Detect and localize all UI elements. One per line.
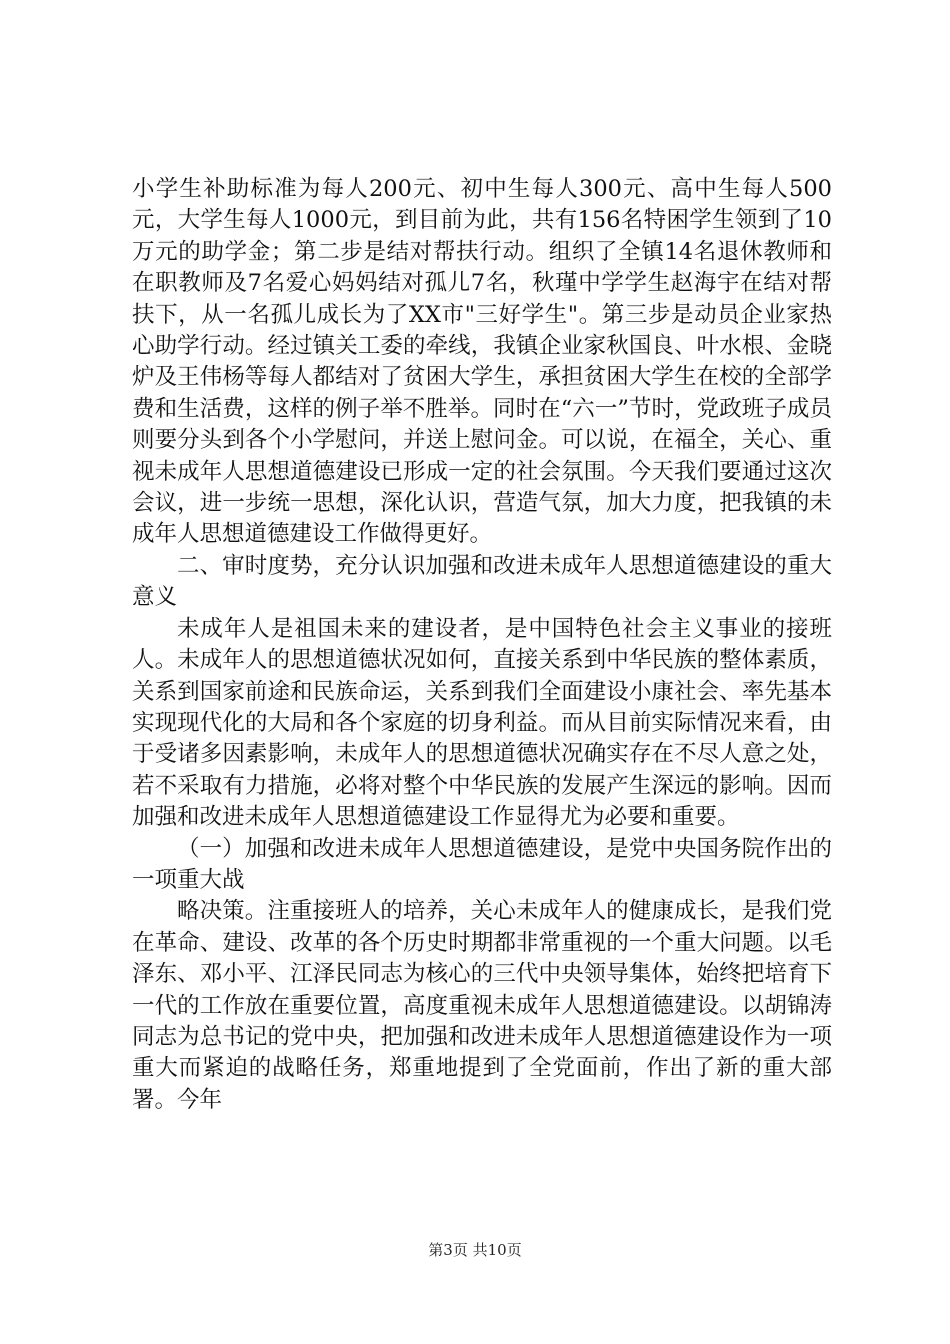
paragraph: 略决策。注重接班人的培养，关心未成年人的健康成长，是我们党在革命、建设、改革的各个历史时期都非常重视的一个重大问题。以毛泽东、邓小平、江泽民同志为核心的三代中央领导集体，始终把培育下一代的工作放在重要位置，高度重视未成年人思想道德建设。以胡锦涛同志为总书记的党中央，把加强和改进未成年人思想道德建设作为一项重大而紧迫的战略任务，郑重地提到了全党面前，作出了新的重大部署。今年 — [132, 898, 832, 1113]
page-footer: 第3页 共10页 — [428, 1241, 522, 1259]
document-body — [132, 174, 832, 1116]
subsection-heading: （一）加强和改进未成年人思想道德建设，是党中央国务院作出的一项重大战 — [132, 835, 832, 893]
section-heading: 二、审时度势，充分认识加强和改进未成年人思想道德建设的重大意义 — [132, 552, 832, 611]
paragraph: 未成年人是祖国未来的建设者，是中国特色社会主义事业的接班人。未成年人的思想道德状况如何，直接关系到中华民族的整体素质，关系到国家前途和民族命运，关系到我们全面建设小康社会、率先基本实现现代化的大局和各个家庭的切身利益。而从目前实际情况来看，由于受诸多因素影响，未成年人的思想道德状况确实存在不尽人意之处，若不采取有力措施，必将对整个中华民族的发展产生深远的影响。因而加强和改进未成年人思想道德建设工作显得尤为必要和重要。 — [132, 615, 832, 831]
paragraph-continuation: 小学生补助标准为每人200元、初中生每人300元、高中生每人500元，大学生每人1000元，到目前为此，共有156名特困学生领到了10万元的助学金；第二步是结对帮扶行动。组织了全镇14名退休教师和在职教师及7名爱心妈妈结对孤儿7名，秋瑾中学学生赵海宇在结对帮扶下，从一名孤儿成长为了XX市"三好学生"。第三步是动员企业家热心助学行动。经过镇关工委的牵线，我镇企业家秋国良、叶水根、金晓炉及王伟杨等每人都结对了贫困大学生，承担贫困大学生在校的全部学费和生活费，这样的例子举不胜举。同时在“六一”节时，党政班子成员则要分头到各个小学慰问，并送上慰问金。可以说，在福全，关心、重视未成年人思想道德建设已形成一定的社会氛围。今天我们要通过这次会议，进一步统一思想，深化认识，营造气氛，加大力度，把我镇的未成年人思想道德建设工作做得更好。 — [132, 176, 832, 548]
